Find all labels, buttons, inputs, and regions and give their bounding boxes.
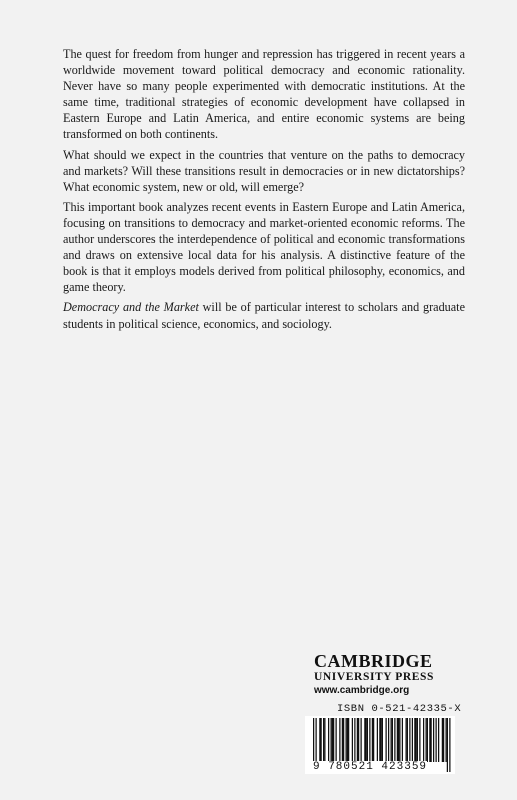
barcode-bar [426,718,427,762]
barcode-bar [372,718,373,762]
barcode-bar [386,718,387,762]
barcode-bar [407,718,408,762]
barcode-bar [367,718,368,762]
barcode-bar [336,718,337,762]
publisher-logo [314,652,474,697]
barcode-bar [406,718,407,762]
barcode-bar [366,718,367,762]
barcode-bar [357,718,358,762]
barcode-bar [394,718,395,762]
barcode-bar [417,718,418,762]
barcode-bar [423,718,424,762]
barcode-bar [324,718,325,762]
barcode-bar [442,718,443,762]
barcode-bar [347,718,348,762]
isbn-label: ISBN 0-521-42335-X [337,703,462,715]
barcode-bar [443,718,444,762]
barcode-bar [397,718,398,762]
barcode-bar [361,718,362,762]
barcode-bar [429,718,430,762]
publisher-url: www.cambridge.org [314,685,410,696]
barcode-bar [328,718,329,762]
barcode-bar [323,718,324,762]
barcode-bar [399,718,400,762]
barcode-bar [339,718,340,762]
barcode-bar [398,718,399,762]
barcode-bar [332,718,333,762]
barcode-digits [313,761,463,773]
barcode-bar [427,718,428,762]
barcode-bar [354,718,355,762]
publisher-name: CAMBRIDGE [314,651,433,671]
barcode-bar [419,718,420,762]
barcode-bar [446,718,447,762]
back-cover-blurb [63,46,465,336]
barcode-bar [342,718,343,762]
barcode-bar [343,718,344,762]
barcode-bar [409,718,410,762]
barcode-bar [358,718,359,762]
barcode-bar [388,718,389,762]
barcode-bar [319,718,320,762]
barcode-bar [352,718,353,762]
blurb-paragraph-2: What should we expect in the countries that venture on the paths to democracy and markets? Will these transitions result in democracies or in new dictatorships? What economic system, new or old, will emerge? [63,147,465,194]
barcode-bar [348,718,349,762]
blurb-paragraph-1: The quest for freedom from hunger and repression has triggered in recent years a worldwide movement toward political democracy and economic rationality. Never have so many people experimented with democratic institutions. At the same time, traditional strategies of economic development have collapsed in Eastern Europe and Latin America, and entire economic systems are being transformed on both continents. [63,47,465,142]
barcode-bar [433,718,434,762]
blurb-paragraph-4 [63,299,465,331]
barcode-bar [416,718,417,762]
barcode-bar [373,718,374,762]
barcode-bar [364,718,365,762]
barcode-bar [346,718,347,762]
barcode-bar [412,718,413,762]
publisher-subtitle: UNIVERSITY PRESS [314,671,435,683]
barcode-bar [436,718,437,762]
barcode-bar [377,718,378,762]
barcode-bar [391,718,392,762]
barcode-bar [392,718,393,762]
barcode-bar [369,718,370,762]
barcode-bar [321,718,322,762]
blurb-paragraph-4-text: will be of particular interest to scholars and graduate students in political science, economics, and sociology. [63,300,465,331]
barcode-bar [438,718,439,762]
barcode-bar [331,718,332,762]
barcode-bar [402,718,403,762]
barcode-digits-text: 9 780521 423359 [313,761,428,773]
barcode-bar [414,718,415,762]
barcode-bar [333,718,334,762]
blurb-paragraph-3: This important book analyzes recent events in Eastern Europe and Latin America, focusing on transitions to democracy and market-oriented economic reforms. The author underscores the interdependence of political and economic transformations and draws on extensive local data for his analysis. A distinctive feature of the book is that it employs models derived from political philosophy, economics, and game theory. [63,199,465,295]
book-title-italic: Democracy and the Market [63,300,199,315]
barcode-bar [431,718,432,762]
